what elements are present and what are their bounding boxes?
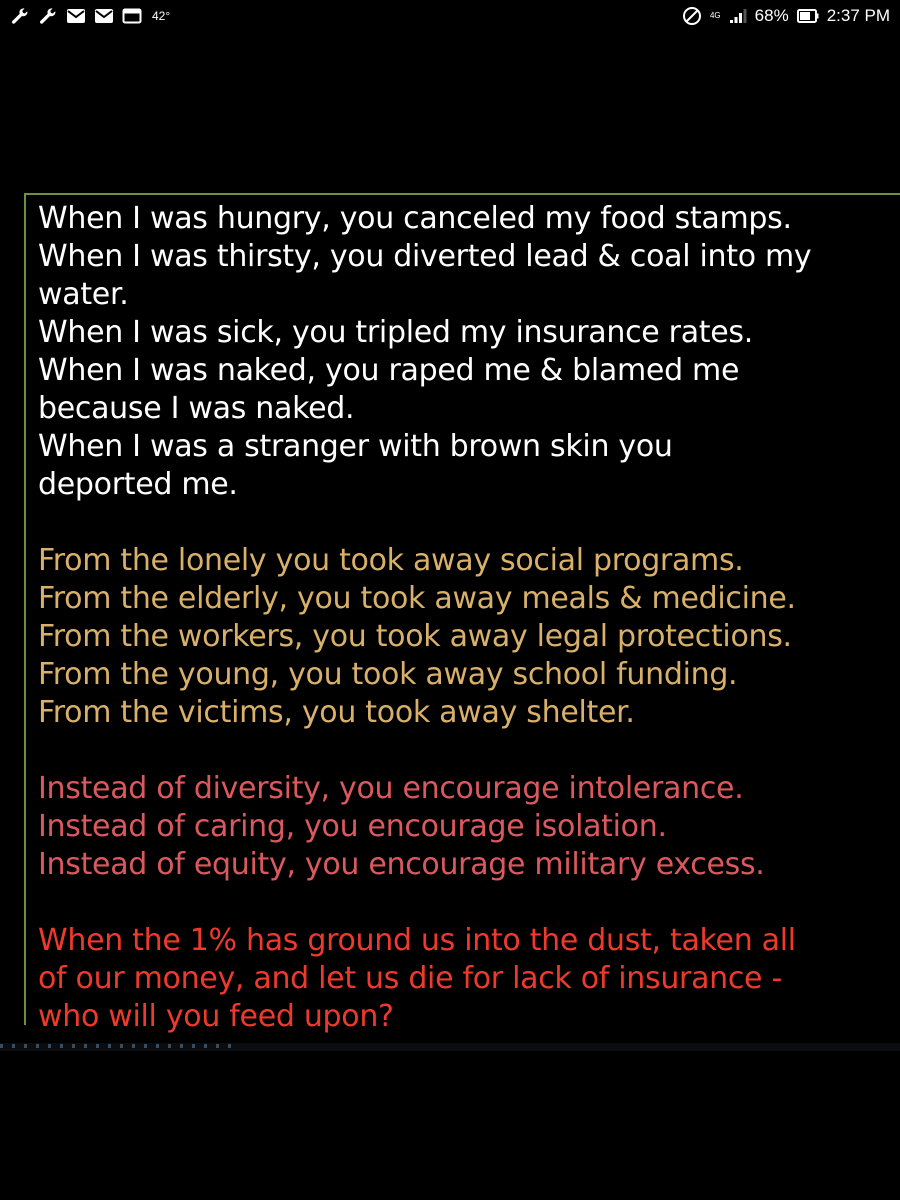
poem-line: When I was a stranger with brown skin you [38,429,673,464]
poem-line: From the lonely you took away social programs. [38,543,744,578]
temperature-text: 42° [152,9,171,23]
poem-line: When I was sick, you tripled my insurance rates. [38,315,753,350]
do-not-disturb-icon [682,6,702,26]
wrench-icon [10,6,30,26]
wrench-icon [38,6,58,26]
stanza-closing-question [38,922,888,1036]
poem-line: because I was naked. [38,391,355,426]
stanza-from-the [38,542,888,732]
image-icon [122,8,142,24]
network-4g-label: 4G [709,11,721,20]
poem-line: From the elderly, you took away meals & medicine. [38,581,796,616]
status-bar-right [682,5,890,27]
battery-icon [797,9,819,23]
poem-line: who will you feed upon? [38,999,394,1034]
poem-line: From the young, you took away school funding. [38,657,738,692]
poem-line: water. [38,277,129,312]
poem-line: When I was naked, you raped me & blamed me [38,353,740,388]
network-4g-indicator [710,12,721,20]
poem-line: When I was thirsty, you diverted lead & coal into my [38,239,812,274]
poem-line: From the workers, you took away legal protections. [38,619,792,654]
signal-strength-icon [729,8,747,24]
poem-line: Instead of equity, you encourage military excess. [38,847,765,882]
stanza-instead-of [38,770,888,884]
stanza-when-i-was [38,200,888,504]
poem-line: Instead of caring, you encourage isolation. [38,809,667,844]
poem-line: From the victims, you took away shelter. [38,695,635,730]
status-bar [0,0,900,34]
mail-icon [94,8,114,24]
clock-time: 2:37 PM [826,6,890,25]
poem-line: Instead of diversity, you encourage intolerance. [38,771,744,806]
poem-line: deported me. [38,467,238,502]
mail-icon [66,8,86,24]
poem-line: of our money, and let us die for lack of insurance - [38,961,782,996]
status-bar-left [10,5,170,27]
poem-line: When the 1% has ground us into the dust, taken all [38,923,796,958]
poem-text [38,200,888,1036]
cropped-text-remnant [0,1044,240,1048]
battery-percent: 68% [754,6,789,25]
poem-line: When I was hungry, you canceled my food stamps. [38,201,792,236]
